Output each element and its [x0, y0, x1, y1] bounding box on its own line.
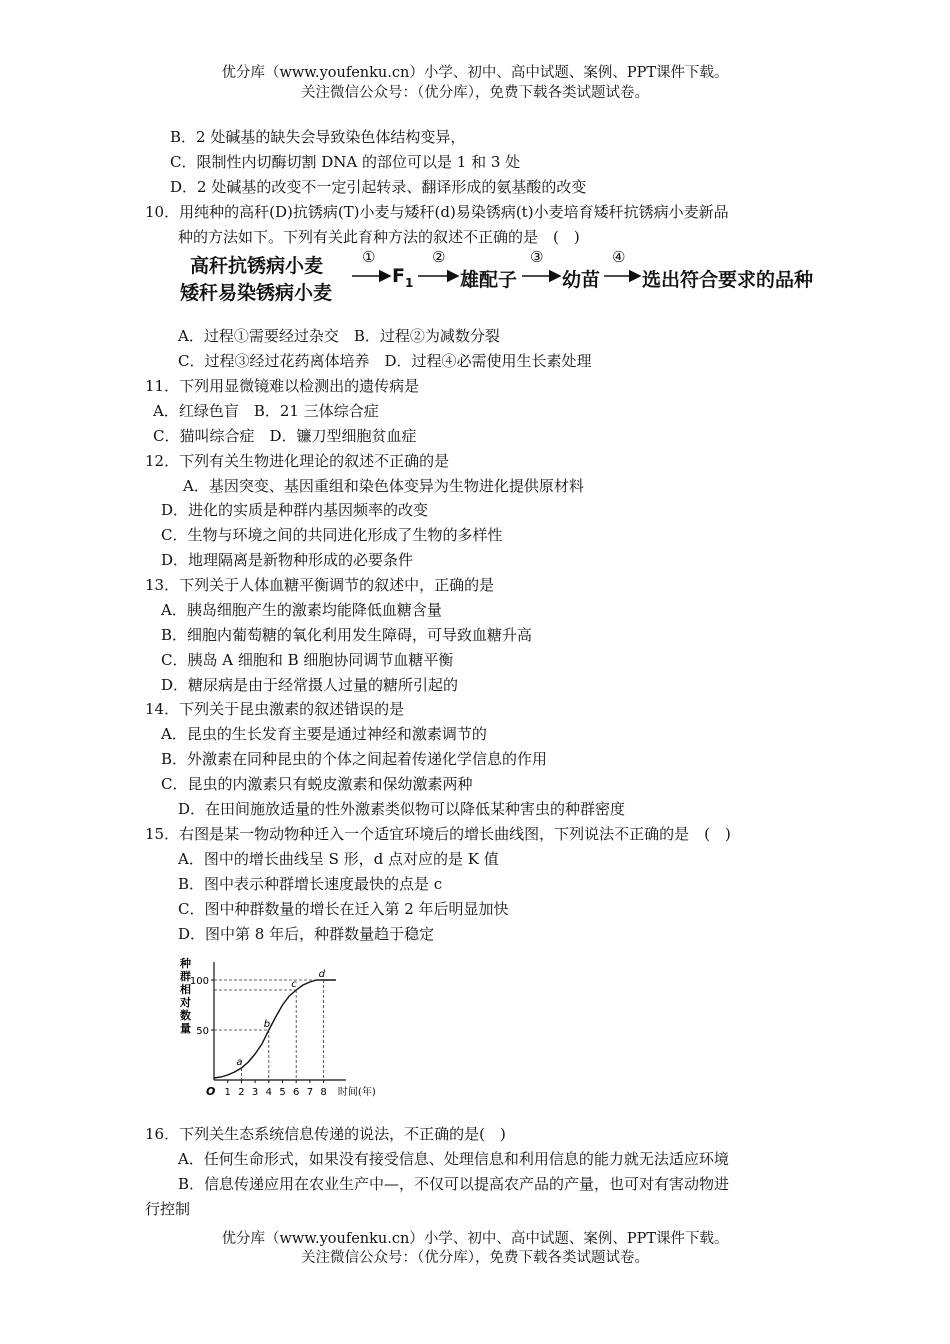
q13-stem: 13．下列关于人体血糖平衡调节的叙述中，正确的是: [145, 576, 495, 594]
x-tick-label: 3: [251, 1087, 259, 1098]
breeding-scheme: [180, 248, 860, 306]
scheme-arrows: [180, 248, 860, 306]
scheme-f1: $F_1$: [392, 265, 414, 290]
q11-options-cd: C．猫叫综合症 D．镰刀型细胞贫血症: [153, 427, 417, 445]
point-label-b: b: [263, 1019, 271, 1030]
x-axis-label: 时间(年): [337, 1087, 376, 1098]
x-tick-label: 4: [265, 1087, 272, 1098]
point-label-c: c: [291, 979, 297, 990]
q12-option-d2: D．地理隔离是新物种形成的必要条件: [161, 551, 414, 569]
x-tick-label: 5: [279, 1087, 286, 1098]
x-tick-label: 2: [238, 1087, 245, 1098]
q10-stem-line2: 种的方法如下。下列有关此育种方法的叙述不正确的是 ( ): [178, 228, 580, 246]
q12-option-c: C．生物与环境之间的共同进化形成了生物的多样性: [161, 526, 503, 544]
page-footer-line1: 优分库（www.youfenku.cn）小学、初中、高中试题、案例、PPT课件下载。: [221, 1231, 729, 1247]
scheme-step3-label: ③: [530, 248, 544, 266]
scheme-result: 选出符合要求的品种: [642, 269, 814, 291]
point-label-d: d: [318, 969, 325, 980]
q15-stem: 15．右图是某一物动物种迁入一个适宜环境后的增长曲线图，下列说法不正确的是 ( ): [145, 825, 731, 843]
page-header-line2: 关注微信公众号：（优分库），免费下载各类试题试卷。: [301, 85, 649, 101]
q16-option-b: B．信息传递应用在农业生产中—，不仅可以提高农产品的产量，也可对有害动物进: [178, 1175, 730, 1193]
y-axis-label-char: 种: [180, 957, 191, 970]
q16-stem: 16．下列关生态系统信息传递的说法，不正确的是( ): [145, 1125, 506, 1143]
scheme-step2-label: ②: [432, 248, 446, 266]
q10-options-cd: C．过程③经过花药离体培养 D．过程④必需使用生长素处理: [178, 352, 592, 370]
y-axis-label-char: 量: [180, 1022, 191, 1035]
q14-option-a: A．昆虫的生长发育主要是通过神经和激素调节的: [161, 725, 487, 743]
y-axis-label-char: 群: [180, 970, 191, 983]
y-tick-label: 50: [196, 1026, 209, 1037]
q9-option-c: C．限制性内切酶切割 DNA 的部位可以是 1 和 3 处: [170, 153, 521, 171]
q16-option-a: A．任何生命形式，如果没有接受信息、处理信息和利用信息的能力就无法适应环境: [178, 1150, 729, 1168]
scheme-parent2: 矮秆易染锈病小麦: [180, 282, 333, 304]
q12-stem: 12．下列有关生物进化理论的叙述不正确的是: [145, 452, 450, 470]
q14-option-d: D．在田间施放适量的性外激素类似物可以降低某种害虫的种群密度: [178, 800, 626, 818]
q9-option-d: D．2 处碱基的改变不一定引起转录、翻译形成的氨基酸的改变: [170, 178, 587, 196]
q15-option-b: B．图中表示种群增长速度最快的点是 c: [178, 875, 443, 893]
q11-options-ab: A．红绿色盲 B．21 三体综合症: [153, 402, 379, 420]
q15-option-a: A．图中的增长曲线呈 S 形，d 点对应的是 K 值: [178, 850, 499, 868]
y-tick-label: 100: [189, 976, 209, 987]
y-axis-label-char: 相: [180, 983, 191, 996]
page-footer-line2: 关注微信公众号：（优分库），免费下载各类试题试卷。: [301, 1250, 649, 1266]
x-tick-label: 7: [306, 1087, 314, 1098]
point-label-a: a: [236, 1057, 243, 1068]
q13-option-c: C．胰岛 A 细胞和 B 细胞协同调节血糖平衡: [161, 651, 454, 669]
x-tick-label: 8: [320, 1087, 327, 1098]
scheme-gamete: 雄配子: [460, 269, 518, 291]
q11-stem: 11．下列用显微镜难以检测出的遗传病是: [145, 377, 420, 395]
q13-option-a: A．胰岛细胞产生的激素均能降低血糖含量: [161, 601, 442, 619]
q12-option-a: A．基因突变、基因重组和染色体变异为生物进化提供原材料: [183, 477, 584, 495]
q10-stem-line1: 10．用纯种的高秆(D)抗锈病(T)小麦与矮秆(d)易染锈病(t)小麦培育矮秆抗锈病小麦新品: [145, 203, 729, 221]
scheme-step4-label: ④: [612, 248, 626, 266]
scheme-step1-label: ①: [362, 248, 376, 266]
q14-stem: 14．下列关于昆虫激素的叙述错误的是: [145, 700, 405, 718]
q13-option-d: D．糖尿病是由于经常摄人过量的糖所引起的: [161, 676, 459, 694]
q13-option-b: B．细胞内葡萄糖的氧化利用发生障碍，可导致血糖升高: [161, 626, 533, 644]
y-axis-label-char: 对: [180, 996, 191, 1009]
q14-option-c: C．昆虫的内激素只有蜕皮激素和保幼激素两种: [161, 775, 473, 793]
growth-curve-svg: [178, 955, 408, 1103]
scheme-seedling: 幼苗: [562, 269, 601, 291]
q9-option-b: B．2 处碱基的缺失会导致染色体结构变异，: [170, 128, 466, 146]
growth-curve-chart: [178, 955, 408, 1103]
growth-curve-line: [214, 980, 336, 1078]
scheme-parent1: 高秆抗锈病小麦: [190, 255, 324, 277]
q16-option-b-cont: 行控制: [145, 1200, 191, 1218]
x-tick-label: 1: [224, 1087, 231, 1098]
x-tick-label: 6: [293, 1087, 300, 1098]
q12-option-d1: D．进化的实质是种群内基因频率的改变: [161, 501, 429, 519]
y-axis-label-char: 数: [180, 1009, 191, 1022]
page-header-line1: 优分库（www.youfenku.cn）小学、初中、高中试题、案例、PPT课件下载。: [221, 65, 729, 81]
q10-options-ab: A．过程①需要经过杂交 B．过程②为减数分裂: [178, 327, 500, 345]
q15-option-d: D．图中第 8 年后，种群数量趋于稳定: [178, 925, 435, 943]
origin-label: O: [206, 1085, 216, 1098]
q15-option-c: C．图中种群数量的增长在迁入第 2 年后明显加快: [178, 900, 509, 918]
q14-option-b: B．外激素在同种昆虫的个体之间起着传递化学信息的作用: [161, 750, 548, 768]
